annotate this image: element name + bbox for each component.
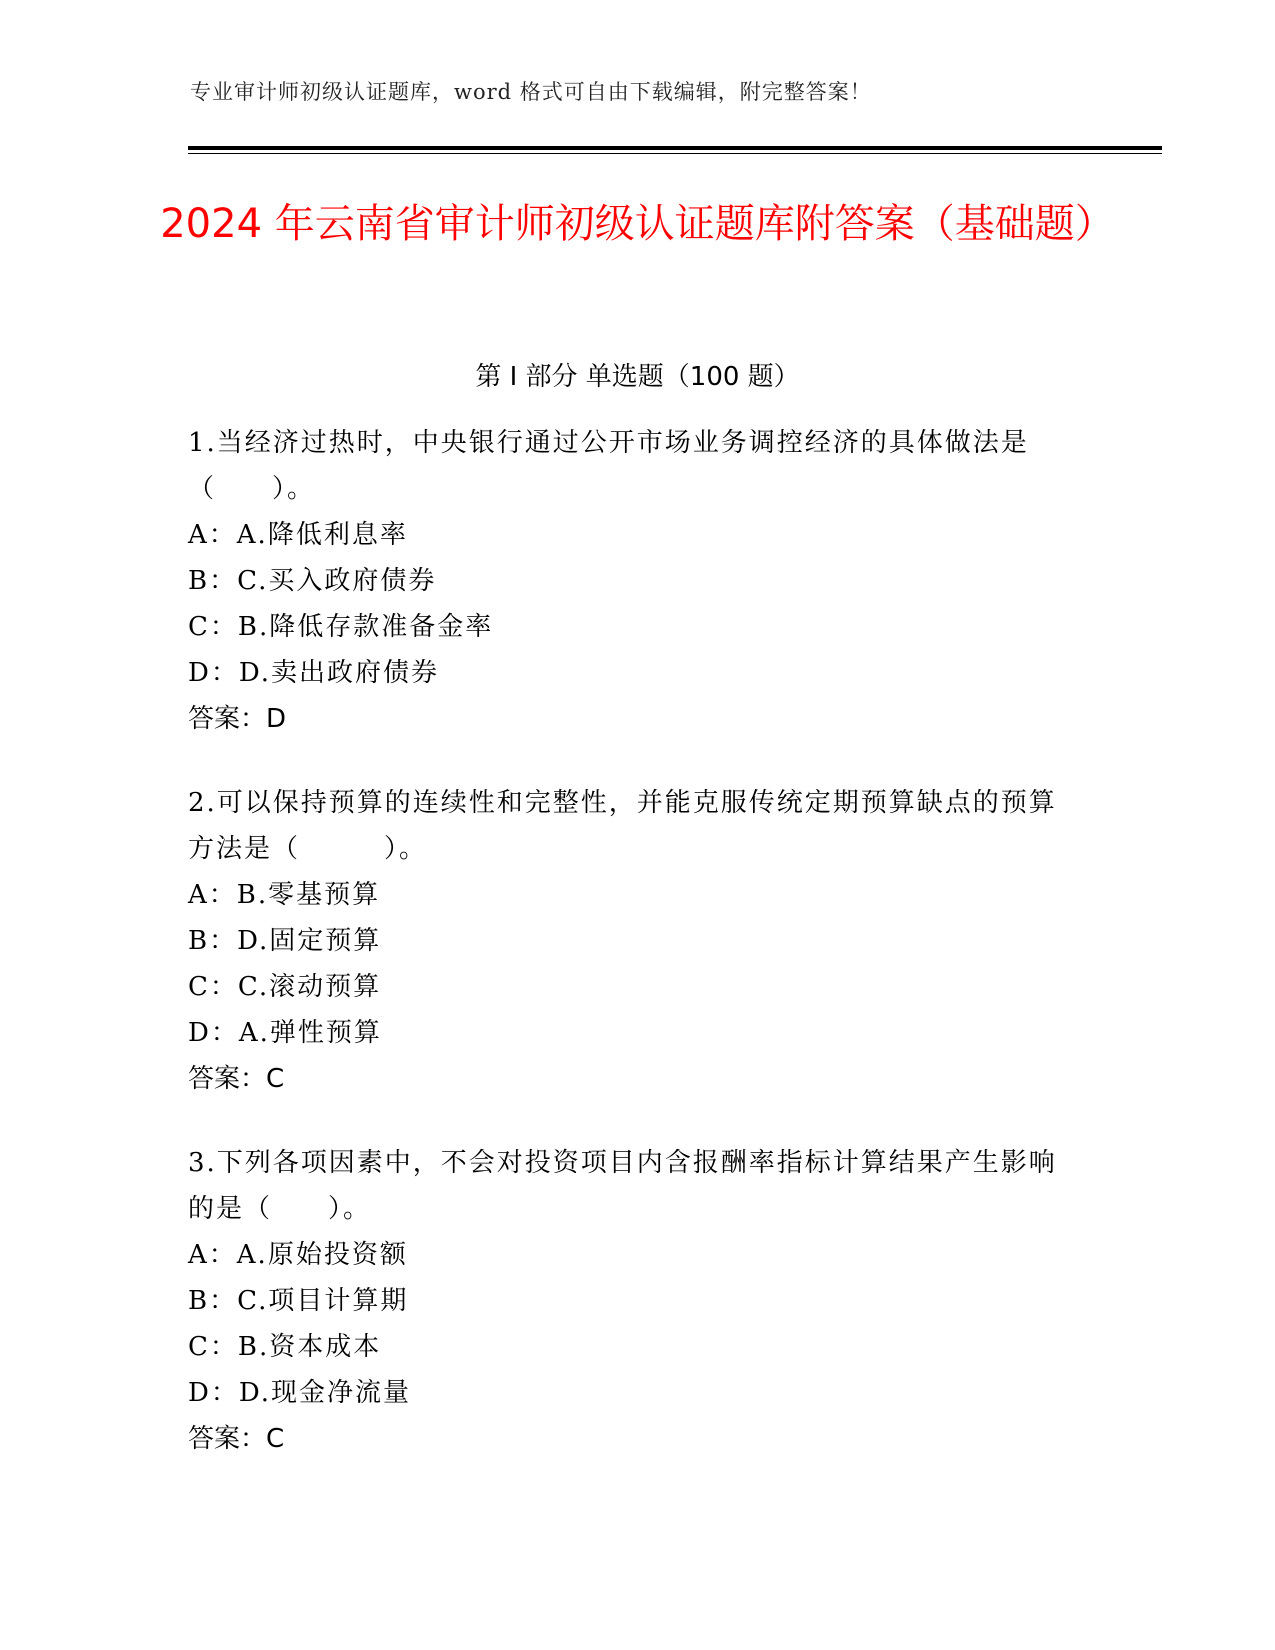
page-header: 专业审计师初级认证题库，word 格式可自由下载编辑，附完整答案！: [190, 80, 872, 104]
option-c: C：C.滚动预算: [188, 972, 382, 1002]
document-title: 2024 年云南省审计师初级认证题库附答案（基础题）: [160, 201, 1115, 247]
option-d: D：D.现金净流量: [188, 1378, 412, 1408]
option-a: A：B.零基预算: [188, 880, 381, 910]
question-2: [188, 780, 1068, 1102]
question-stem: 3.下列各项因素中，不会对投资项目内含报酬率指标计算结果产生影响的是（ ）。: [188, 1148, 1057, 1224]
header-rule-thick: [188, 146, 1162, 150]
option-d: D：D.卖出政府债券: [188, 658, 440, 688]
question-3: [188, 1140, 1068, 1462]
answer: 答案：D: [188, 704, 287, 734]
header-rule-thin: [188, 153, 1162, 154]
question-stem: 1.当经济过热时，中央银行通过公开市场业务调控经济的具体做法是（ ）。: [188, 428, 1029, 504]
answer: 答案：C: [188, 1064, 285, 1094]
option-d: D：A.弹性预算: [188, 1018, 382, 1048]
option-b: B：D.固定预算: [188, 926, 382, 956]
option-c: C：B.资本成本: [188, 1332, 382, 1362]
section-title: 第 I 部分 单选题（100 题）: [475, 362, 800, 392]
option-b: B：C.项目计算期: [188, 1286, 409, 1316]
question-stem: 2.可以保持预算的连续性和完整性，并能克服传统定期预算缺点的预算方法是（ ）。: [188, 788, 1057, 864]
option-b: B：C.买入政府债券: [188, 566, 437, 596]
option-c: C：B.降低存款准备金率: [188, 612, 494, 642]
question-1: [188, 420, 1068, 742]
answer: 答案：C: [188, 1424, 285, 1454]
option-a: A：A.降低利息率: [188, 520, 408, 550]
option-a: A：A.原始投资额: [188, 1240, 408, 1270]
